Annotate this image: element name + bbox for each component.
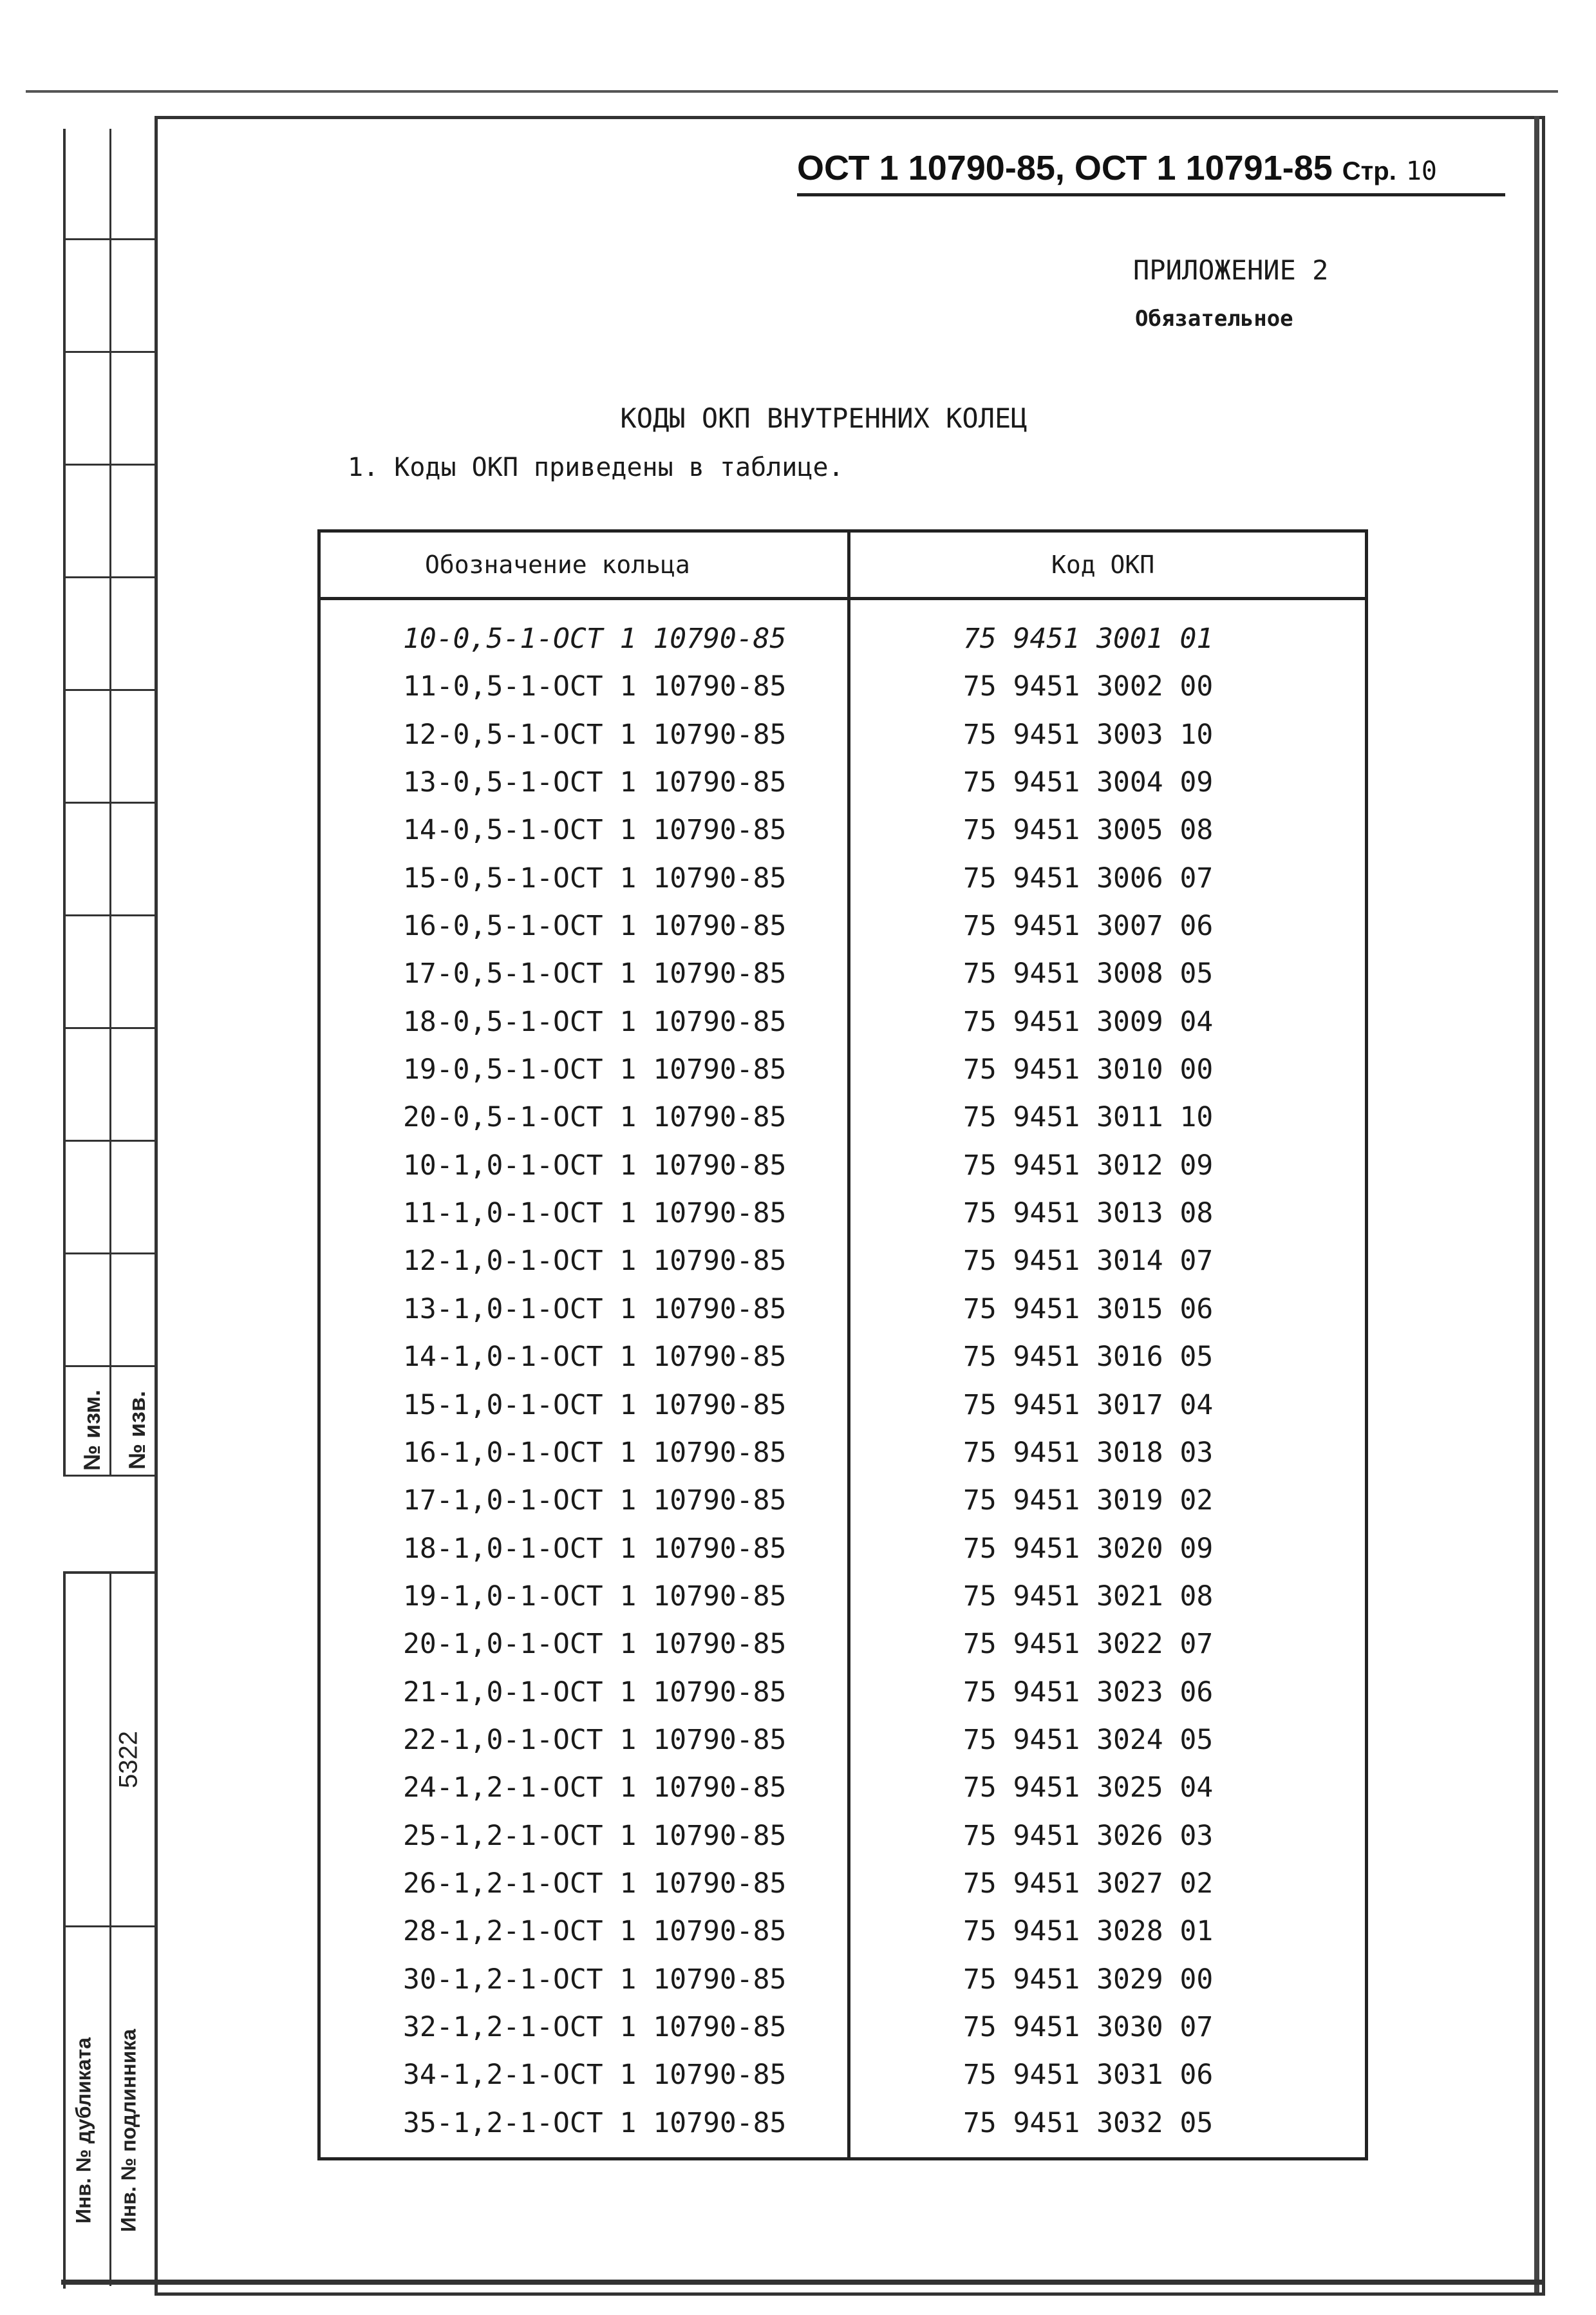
margin-strip-hline (63, 1027, 155, 1029)
okp-code-cell: 75 9451 3016 05 (963, 1341, 1214, 1374)
table-row (321, 1341, 1365, 1388)
ring-designation-cell: 26-1,2-1-ОСТ 1 10790-85 (403, 1867, 787, 1900)
ring-designation-cell: 20-0,5-1-ОСТ 1 10790-85 (403, 1101, 787, 1134)
okp-code-cell: 75 9451 3026 03 (963, 1819, 1214, 1852)
ring-designation-cell: 12-1,0-1-ОСТ 1 10790-85 (403, 1245, 787, 1278)
table-row (321, 2059, 1365, 2106)
duplicate-inventory-label: Инв. № дубликата (71, 2037, 95, 2224)
table-row (321, 2011, 1365, 2059)
okp-code-cell: 75 9451 3030 07 (963, 2010, 1214, 2043)
table-row (321, 2107, 1365, 2155)
okp-code-cell: 75 9451 3007 06 (963, 910, 1214, 943)
okp-code-cell: 75 9451 3023 06 (963, 1676, 1214, 1708)
okp-code-cell: 75 9451 3017 04 (963, 1388, 1214, 1421)
okp-code-cell: 75 9451 3013 08 (963, 1197, 1214, 1230)
okp-code-cell: 75 9451 3006 07 (963, 862, 1214, 894)
margin-strip-hline (63, 1475, 155, 1477)
notice-number-label: № изв. (124, 1390, 150, 1470)
margin-strip-hline (63, 1252, 155, 1254)
ring-designation-cell: 24-1,2-1-ОСТ 1 10790-85 (403, 1772, 787, 1804)
ring-designation-cell: 11-0,5-1-ОСТ 1 10790-85 (403, 670, 787, 703)
ring-designation-cell: 14-1,0-1-ОСТ 1 10790-85 (403, 1341, 787, 1374)
okp-code-cell: 75 9451 3014 07 (963, 1245, 1214, 1278)
table-row (321, 1628, 1365, 1676)
okp-code-cell: 75 9451 3001 01 (963, 623, 1214, 655)
table-row (321, 1389, 1365, 1437)
table-row (321, 1724, 1365, 1772)
table-row (321, 814, 1365, 862)
table-row (321, 719, 1365, 766)
table-row (321, 1101, 1365, 1149)
table-row (321, 670, 1365, 718)
ring-designation-cell: 15-0,5-1-ОСТ 1 10790-85 (403, 862, 787, 894)
table-row (321, 1484, 1365, 1532)
page-label: Стр. (1342, 157, 1396, 185)
inventory-number: 5322 (114, 1731, 143, 1788)
table-row (321, 1245, 1365, 1292)
change-number-label: № изм. (79, 1390, 105, 1471)
ring-designation-cell: 11-1,0-1-ОСТ 1 10790-85 (403, 1197, 787, 1230)
appendix-subtitle: Обязательное (1135, 306, 1293, 332)
ring-designation-cell: 34-1,2-1-ОСТ 1 10790-85 (403, 2059, 787, 2092)
table-row (321, 1149, 1365, 1197)
okp-codes-table (317, 529, 1368, 2160)
column-header-designation: Обозначение кольца (425, 551, 690, 579)
table-row (321, 1867, 1365, 1915)
table-row (321, 1006, 1365, 1054)
table-body (321, 623, 1365, 2155)
okp-code-cell: 75 9451 3002 00 (963, 670, 1214, 703)
ring-designation-cell: 19-1,0-1-ОСТ 1 10790-85 (403, 1580, 787, 1612)
ring-designation-cell: 18-1,0-1-ОСТ 1 10790-85 (403, 1532, 787, 1565)
ring-designation-cell: 15-1,0-1-ОСТ 1 10790-85 (403, 1388, 787, 1421)
ring-designation-cell: 10-0,5-1-ОСТ 1 10790-85 (403, 623, 787, 655)
ring-designation-cell: 16-0,5-1-ОСТ 1 10790-85 (403, 910, 787, 943)
page-header (797, 148, 1437, 188)
margin-strip-hline (63, 351, 155, 353)
okp-code-cell: 75 9451 3015 06 (963, 1292, 1214, 1325)
table-header-row (321, 533, 1365, 600)
ring-designation-cell: 25-1,2-1-ОСТ 1 10790-85 (403, 1819, 787, 1852)
table-row (321, 910, 1365, 958)
ring-designation-cell: 10-1,0-1-ОСТ 1 10790-85 (403, 1149, 787, 1182)
okp-code-cell: 75 9451 3032 05 (963, 2106, 1214, 2139)
okp-code-cell: 75 9451 3011 10 (963, 1101, 1214, 1134)
ring-designation-cell: 30-1,2-1-ОСТ 1 10790-85 (403, 1963, 787, 1996)
table-row (321, 1293, 1365, 1341)
okp-code-cell: 75 9451 3019 02 (963, 1484, 1214, 1517)
margin-strip-hline (63, 238, 155, 240)
frame-right-edge (1534, 116, 1539, 2292)
standard-designation: ОСТ 1 10790-85, ОСТ 1 10791-85 (797, 149, 1333, 187)
table-row (321, 766, 1365, 814)
ring-designation-cell: 35-1,2-1-ОСТ 1 10790-85 (403, 2106, 787, 2139)
ring-designation-cell: 21-1,0-1-ОСТ 1 10790-85 (403, 1676, 787, 1708)
margin-strip-hline (63, 1365, 155, 1367)
ring-designation-cell: 19-0,5-1-ОСТ 1 10790-85 (403, 1054, 787, 1086)
okp-code-cell: 75 9451 3018 03 (963, 1436, 1214, 1469)
table-row (321, 623, 1365, 670)
ring-designation-cell: 22-1,0-1-ОСТ 1 10790-85 (403, 1723, 787, 1756)
okp-code-cell: 75 9451 3021 08 (963, 1580, 1214, 1612)
margin-strip-hline (63, 464, 155, 466)
top-rule (26, 90, 1558, 93)
margin-strip-hline (63, 1925, 155, 1927)
document-title: КОДЫ ОКП ВНУТРЕННИХ КОЛЕЦ (620, 402, 1028, 434)
table-row (321, 1963, 1365, 2011)
okp-code-cell: 75 9451 3020 09 (963, 1532, 1214, 1565)
ring-designation-cell: 32-1,2-1-ОСТ 1 10790-85 (403, 2010, 787, 2043)
okp-code-cell: 75 9451 3024 05 (963, 1723, 1214, 1756)
table-row (321, 1580, 1365, 1628)
ring-designation-cell: 14-0,5-1-ОСТ 1 10790-85 (403, 814, 787, 847)
okp-code-cell: 75 9451 3025 04 (963, 1772, 1214, 1804)
page-number: 10 (1405, 156, 1438, 186)
table-row (321, 1197, 1365, 1245)
ring-designation-cell: 13-0,5-1-ОСТ 1 10790-85 (403, 766, 787, 799)
okp-code-cell: 75 9451 3031 06 (963, 2059, 1214, 2092)
margin-strip-hline (63, 576, 155, 578)
margin-strip-hline (63, 914, 155, 916)
column-header-okp-code: Код ОКП (1051, 551, 1155, 579)
okp-code-cell: 75 9451 3005 08 (963, 814, 1214, 847)
ring-designation-cell: 12-0,5-1-ОСТ 1 10790-85 (403, 718, 787, 751)
okp-code-cell: 75 9451 3012 09 (963, 1149, 1214, 1182)
okp-code-cell: 75 9451 3004 09 (963, 766, 1214, 799)
header-underline (797, 193, 1505, 196)
okp-code-cell: 75 9451 3009 04 (963, 1005, 1214, 1038)
table-row (321, 1054, 1365, 1101)
frame-bottom-edge (61, 2280, 1542, 2285)
margin-strip-hline (63, 1140, 155, 1142)
table-row (321, 958, 1365, 1005)
margin-strip-hline (63, 802, 155, 804)
table-row (321, 1533, 1365, 1580)
ring-designation-cell: 16-1,0-1-ОСТ 1 10790-85 (403, 1436, 787, 1469)
okp-code-cell: 75 9451 3029 00 (963, 1963, 1214, 1996)
table-row (321, 862, 1365, 910)
okp-code-cell: 75 9451 3027 02 (963, 1867, 1214, 1900)
okp-code-cell: 75 9451 3008 05 (963, 958, 1214, 990)
ring-designation-cell: 17-0,5-1-ОСТ 1 10790-85 (403, 958, 787, 990)
intro-paragraph: 1. Коды ОКП приведены в таблице. (348, 453, 844, 482)
ring-designation-cell: 13-1,0-1-ОСТ 1 10790-85 (403, 1292, 787, 1325)
ring-designation-cell: 18-0,5-1-ОСТ 1 10790-85 (403, 1005, 787, 1038)
table-row (321, 1676, 1365, 1724)
okp-code-cell: 75 9451 3022 07 (963, 1628, 1214, 1661)
margin-strip-hline (63, 689, 155, 691)
okp-code-cell: 75 9451 3003 10 (963, 718, 1214, 751)
original-inventory-label: Инв. № подлинника (117, 2028, 140, 2233)
okp-code-cell: 75 9451 3010 00 (963, 1054, 1214, 1086)
table-row (321, 1772, 1365, 1819)
table-row (321, 1437, 1365, 1484)
ring-designation-cell: 20-1,0-1-ОСТ 1 10790-85 (403, 1628, 787, 1661)
ring-designation-cell: 17-1,0-1-ОСТ 1 10790-85 (403, 1484, 787, 1517)
table-row (321, 1820, 1365, 1867)
table-row (321, 1915, 1365, 1963)
ring-designation-cell: 28-1,2-1-ОСТ 1 10790-85 (403, 1915, 787, 1948)
appendix-title: ПРИЛОЖЕНИЕ 2 (1133, 254, 1329, 286)
margin-strip-divider (109, 1571, 111, 2286)
okp-code-cell: 75 9451 3028 01 (963, 1915, 1214, 1948)
